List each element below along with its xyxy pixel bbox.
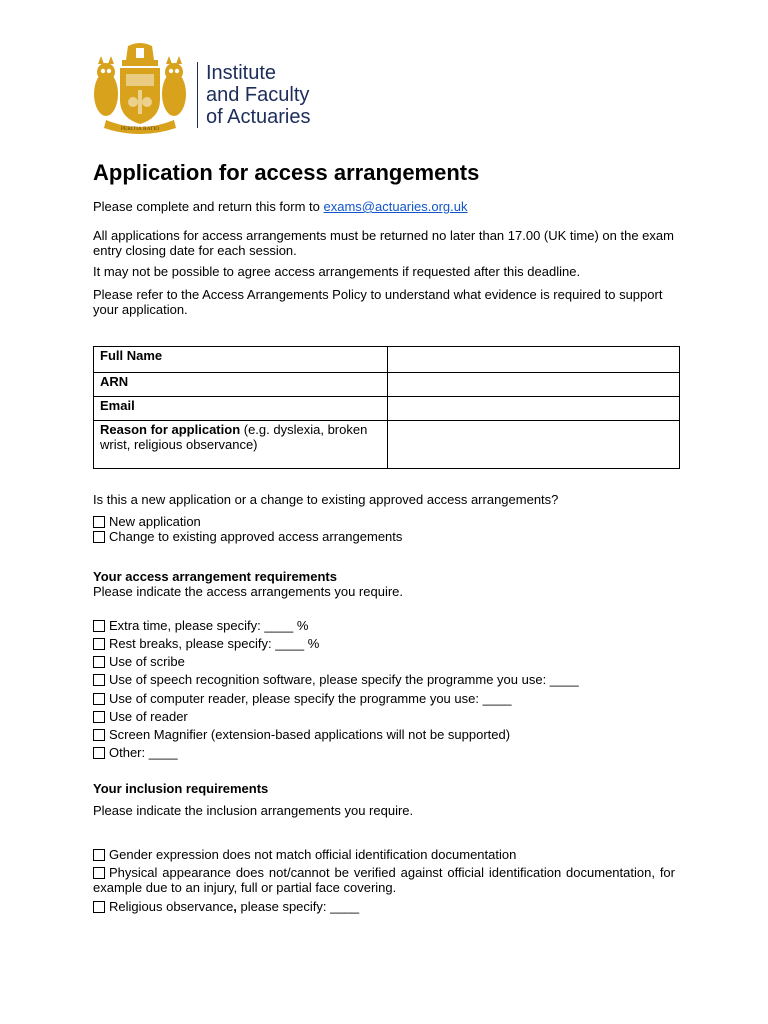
logo-divider bbox=[197, 62, 198, 128]
physical-appearance-label: Physical appearance does not/cannot be verified against official identification documentation, for example due to an injury, full or partial face covering. bbox=[93, 865, 675, 895]
exams-email-link[interactable]: exams@actuaries.org.uk bbox=[323, 199, 468, 214]
return-instruction bbox=[93, 199, 468, 214]
gender-expression-checkbox[interactable] bbox=[93, 849, 105, 861]
rest-breaks-option[interactable] bbox=[93, 636, 319, 652]
other-option[interactable] bbox=[93, 745, 178, 761]
other-checkbox[interactable] bbox=[93, 747, 105, 759]
table-row bbox=[94, 421, 680, 469]
change-application-checkbox[interactable] bbox=[93, 531, 105, 543]
religious-observance-specify: please specify: ____ bbox=[236, 899, 360, 914]
crest-motto: PERITIA RATIO bbox=[120, 126, 160, 132]
new-application-option[interactable] bbox=[93, 514, 201, 530]
access-requirements-instruction: Please indicate the access arrangements you require. bbox=[93, 584, 404, 599]
screen-magnifier-option[interactable] bbox=[93, 727, 510, 743]
inclusion-requirements-instruction: Please indicate the inclusion arrangements you require. bbox=[93, 803, 414, 818]
computer-reader-checkbox[interactable] bbox=[93, 693, 105, 705]
page-title: Application for access arrangements bbox=[93, 160, 480, 185]
physical-appearance-checkbox[interactable] bbox=[93, 867, 105, 879]
deadline-text: All applications for access arrangements must be returned no later than 17.00 (UK time) on the exam entry closing date for each session. bbox=[93, 228, 674, 258]
applicant-details-table bbox=[93, 346, 680, 469]
new-application-label: New application bbox=[109, 514, 201, 529]
religious-observance-option[interactable] bbox=[93, 899, 359, 915]
return-instruction-text: Please complete and return this form to bbox=[93, 199, 324, 214]
wordmark-line-1: Institute bbox=[206, 62, 277, 84]
religious-observance-comma: , bbox=[233, 899, 237, 914]
arn-field[interactable] bbox=[388, 373, 680, 397]
change-application-label: Change to existing approved access arrangements bbox=[109, 529, 403, 544]
religious-observance-label: Religious observance bbox=[109, 899, 234, 914]
application-type-question: Is this a new application or a change to existing approved access arrangements? bbox=[93, 492, 559, 507]
wordmark-line-2: and Faculty bbox=[206, 84, 310, 106]
new-application-checkbox[interactable] bbox=[93, 516, 105, 528]
extra-time-option[interactable] bbox=[93, 618, 308, 634]
email-field[interactable] bbox=[388, 397, 680, 421]
full-name-field[interactable] bbox=[388, 347, 680, 373]
speech-recognition-checkbox[interactable] bbox=[93, 674, 105, 686]
physical-appearance-option[interactable] bbox=[93, 865, 675, 895]
reason-label-bold: Reason for application bbox=[100, 422, 241, 437]
wordmark-line-3: of Actuaries bbox=[206, 106, 311, 128]
table-row bbox=[94, 373, 680, 397]
reason-label-hint: (e.g. dyslexia, broken wrist, religious observance) bbox=[100, 422, 368, 452]
gender-expression-option[interactable] bbox=[93, 847, 516, 863]
policy-text: Please refer to the Access Arrangements Policy to understand what evidence is required to support your application. bbox=[93, 287, 663, 317]
reader-checkbox[interactable] bbox=[93, 711, 105, 723]
reason-label bbox=[94, 421, 388, 469]
institute-crest-logo bbox=[92, 42, 188, 134]
scribe-checkbox[interactable] bbox=[93, 656, 105, 668]
scribe-label: Use of scribe bbox=[109, 654, 185, 669]
speech-recognition-option[interactable] bbox=[93, 672, 579, 688]
reason-field[interactable] bbox=[388, 421, 680, 469]
table-row bbox=[94, 397, 680, 421]
other-label: Other: ____ bbox=[109, 745, 178, 760]
extra-time-label: Extra time, please specify: ____ % bbox=[109, 618, 309, 633]
reader-option[interactable] bbox=[93, 709, 188, 725]
screen-magnifier-label: Screen Magnifier (extension-based applications will not be supported) bbox=[109, 727, 511, 742]
extra-time-checkbox[interactable] bbox=[93, 620, 105, 632]
religious-observance-checkbox[interactable] bbox=[93, 901, 105, 913]
late-request-text: It may not be possible to agree access arrangements if requested after this deadline. bbox=[93, 264, 581, 279]
computer-reader-label: Use of computer reader, please specify the programme you use: ____ bbox=[109, 691, 512, 706]
inclusion-requirements-heading: Your inclusion requirements bbox=[93, 781, 269, 796]
institute-wordmark bbox=[206, 62, 311, 128]
arn-label: ARN bbox=[94, 373, 388, 397]
computer-reader-option[interactable] bbox=[93, 691, 512, 707]
gender-expression-label: Gender expression does not match official identification documentation bbox=[109, 847, 517, 862]
full-name-label: Full Name bbox=[94, 347, 388, 373]
rest-breaks-label: Rest breaks, please specify: ____ % bbox=[109, 636, 320, 651]
reader-label: Use of reader bbox=[109, 709, 188, 724]
email-label: Email bbox=[94, 397, 388, 421]
access-requirements-heading: Your access arrangement requirements bbox=[93, 569, 337, 584]
rest-breaks-checkbox[interactable] bbox=[93, 638, 105, 650]
change-application-option[interactable] bbox=[93, 529, 402, 545]
screen-magnifier-checkbox[interactable] bbox=[93, 729, 105, 741]
speech-recognition-label: Use of speech recognition software, please specify the programme you use: ____ bbox=[109, 672, 579, 687]
scribe-option[interactable] bbox=[93, 654, 185, 670]
table-row bbox=[94, 347, 680, 373]
